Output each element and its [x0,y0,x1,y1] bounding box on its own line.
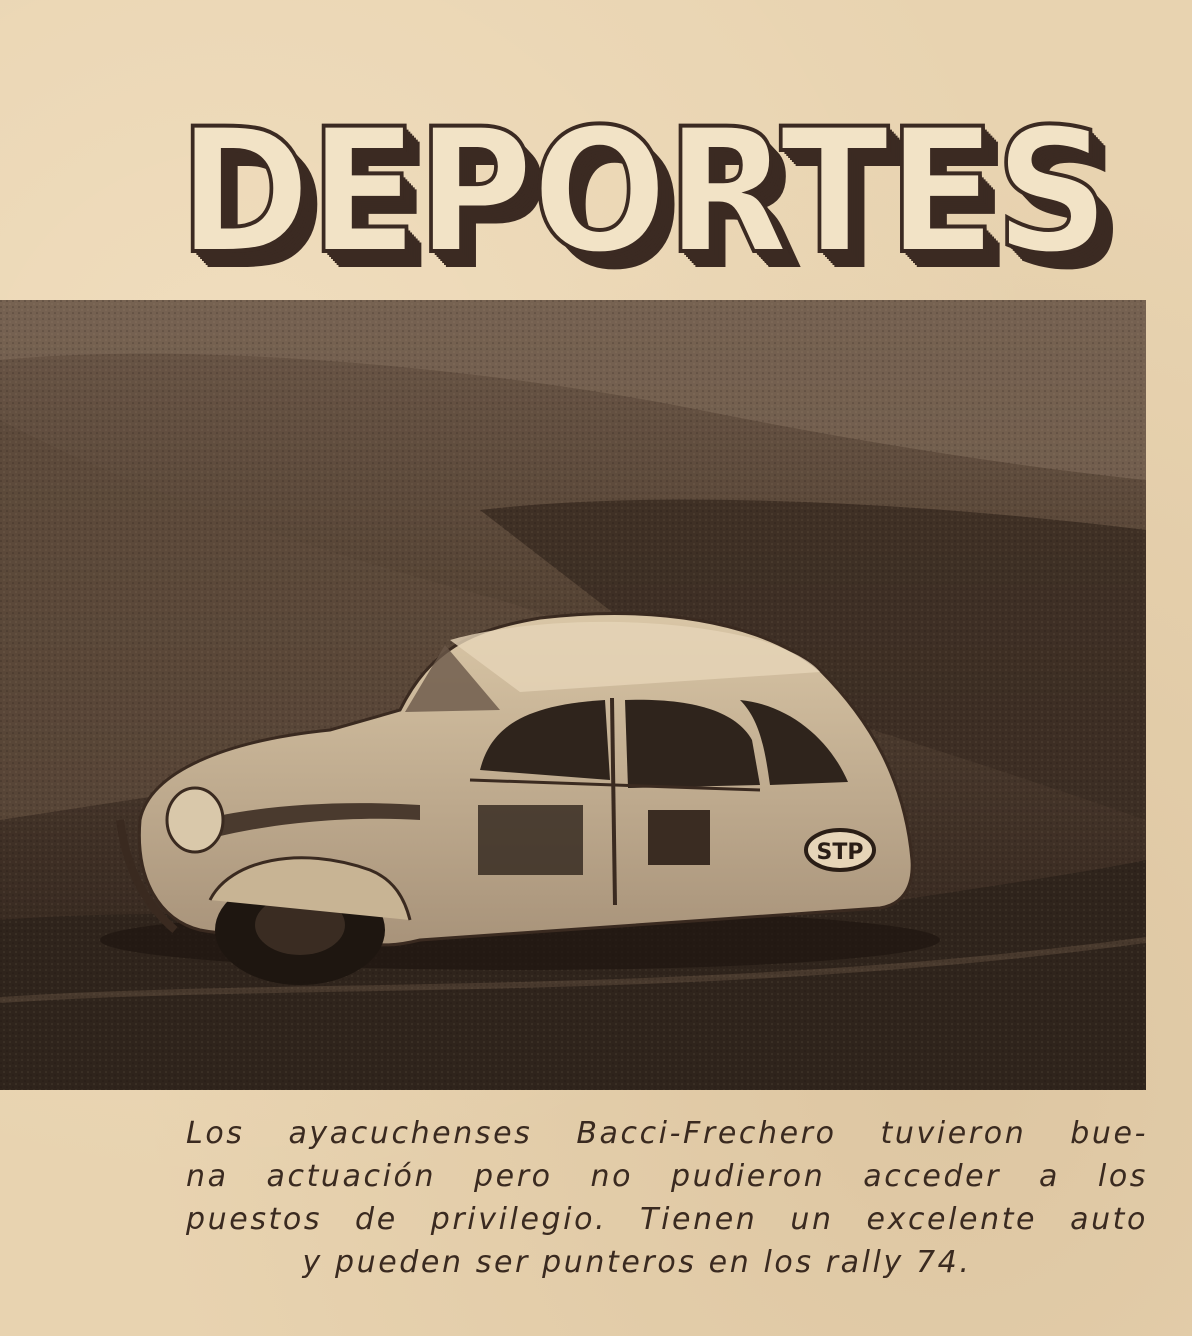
caption-line: na actuación pero no pudieron acceder a los [186,1159,1148,1194]
stp-sticker: STP [816,840,864,865]
photo-caption [186,1112,1148,1284]
rally-car-photo [0,300,1146,1090]
caption-line: Los ayacuchenses Bacci-Frechero tuvieron bue- [186,1116,1148,1151]
photo-illustration [0,300,1146,1090]
caption-line: y pueden ser punteros en los rally 74. [302,1245,972,1280]
section-headline: DEPORTES [178,91,1108,292]
caption-line: puestos de privilegio. Tienen un excelente auto [186,1202,1148,1237]
